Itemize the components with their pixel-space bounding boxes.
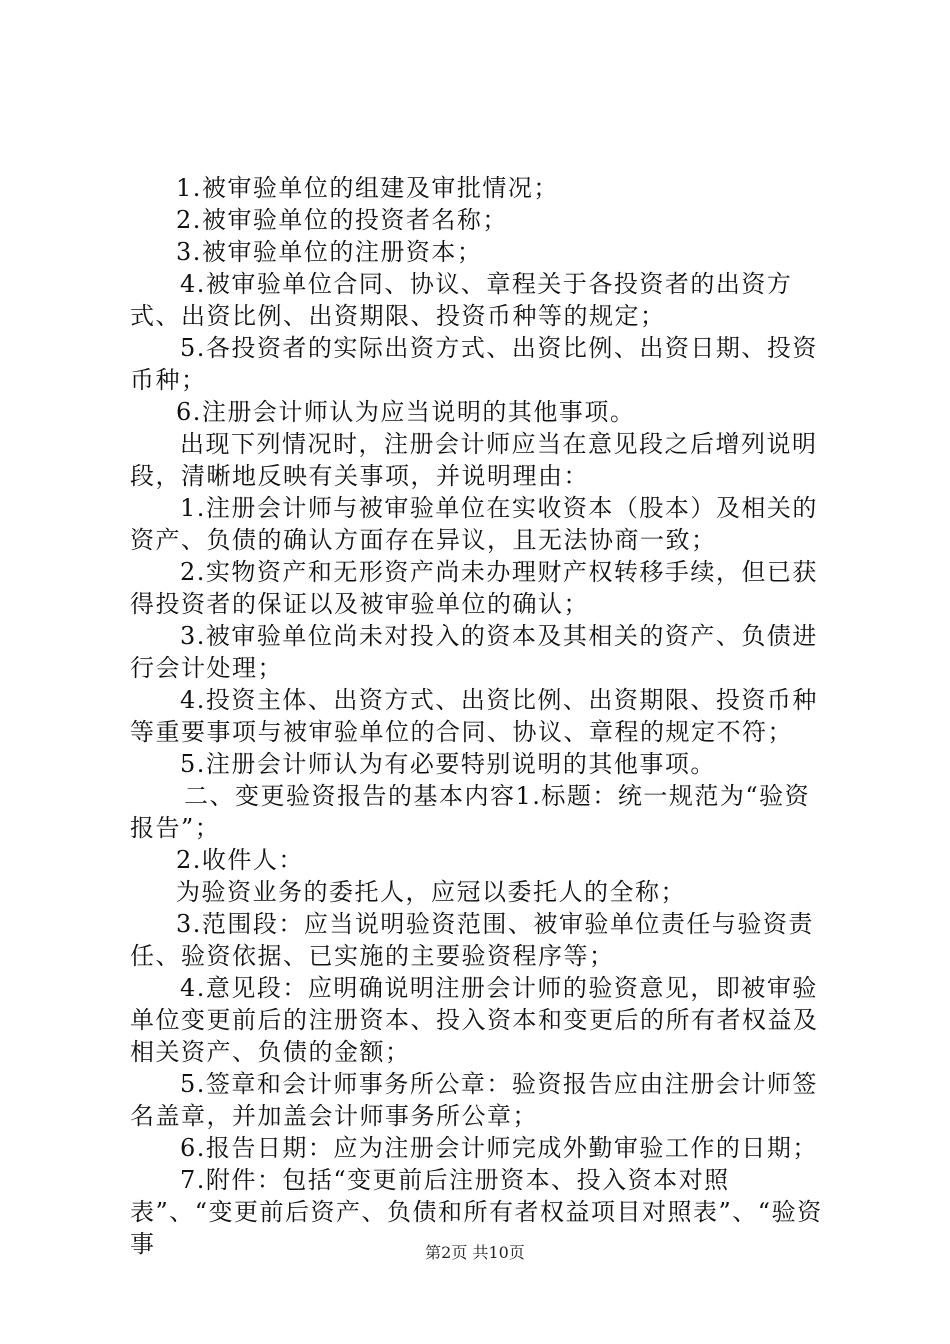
- paragraph-1: 1.被审验单位的组建及审批情况；: [176, 174, 559, 202]
- paragraph-18: 5.签章和会计师事务所公章：验资报告应由注册会计师签名盖章，并加盖会计师事务所公章；: [130, 1070, 818, 1130]
- paragraph-14: 2.收件人：: [176, 846, 304, 874]
- paragraph-15: 为验资业务的委托人，应冠以委托人的全称；: [176, 878, 686, 906]
- paragraph-2: 2.被审验单位的投资者名称；: [176, 206, 508, 234]
- paragraph-3: 3.被审验单位的注册资本；: [176, 238, 483, 266]
- document-body: [130, 172, 832, 1260]
- paragraph-12: 5.注册会计师认为有必要特别说明的其他事项。: [180, 750, 716, 778]
- paragraph-9: 2.实物资产和无形资产尚未办理财产权转移手续，但已获得投资者的保证以及被审验单位的确认；: [130, 558, 818, 618]
- paragraph-20: 7.附件：包括“变更前后注册资本、投入资本对照表”、“变更前后资产、负债和所有者权益项目对照表”、“验资事: [130, 1166, 823, 1258]
- paragraph-6: 6.注册会计师认为应当说明的其他事项。: [176, 398, 636, 426]
- paragraph-8: 1.注册会计师与被审验单位在实收资本（股本）及相关的资产、负债的确认方面存在异议，且无法协商一致；: [130, 494, 818, 554]
- paragraph-5: 5.各投资者的实际出资方式、出资比例、出资日期、投资币种；: [130, 334, 818, 394]
- paragraph-7: 出现下列情况时，注册会计师应当在意见段之后增列说明段，清晰地反映有关事项，并说明理由：: [130, 430, 818, 490]
- page-number-footer: 第2页 共10页: [425, 1243, 525, 1262]
- paragraph-4: 4.被审验单位合同、协议、章程关于各投资者的出资方式、出资比例、出资期限、投资币种等的规定；: [130, 270, 793, 330]
- paragraph-10: 3.被审验单位尚未对投入的资本及其相关的资产、负债进行会计处理；: [130, 622, 818, 682]
- paragraph-16: 3.范围段：应当说明验资范围、被审验单位责任与验资责任、验资依据、已实施的主要验资程序等；: [130, 910, 814, 970]
- paragraph-17: 4.意见段：应明确说明注册会计师的验资意见，即被审验单位变更前后的注册资本、投入资本和变更后的所有者权益及相关资产、负债的金额；: [130, 974, 819, 1066]
- paragraph-19: 6.报告日期：应为注册会计师完成外勤审验工作的日期；: [180, 1134, 818, 1162]
- paragraph-11: 4.投资主体、出资方式、出资比例、出资期限、投资币种等重要事项与被审验单位的合同、协议、章程的规定不符；: [130, 686, 818, 746]
- paragraph-13: 二、变更验资报告的基本内容1.标题：统一规范为“验资报告”；: [130, 782, 811, 842]
